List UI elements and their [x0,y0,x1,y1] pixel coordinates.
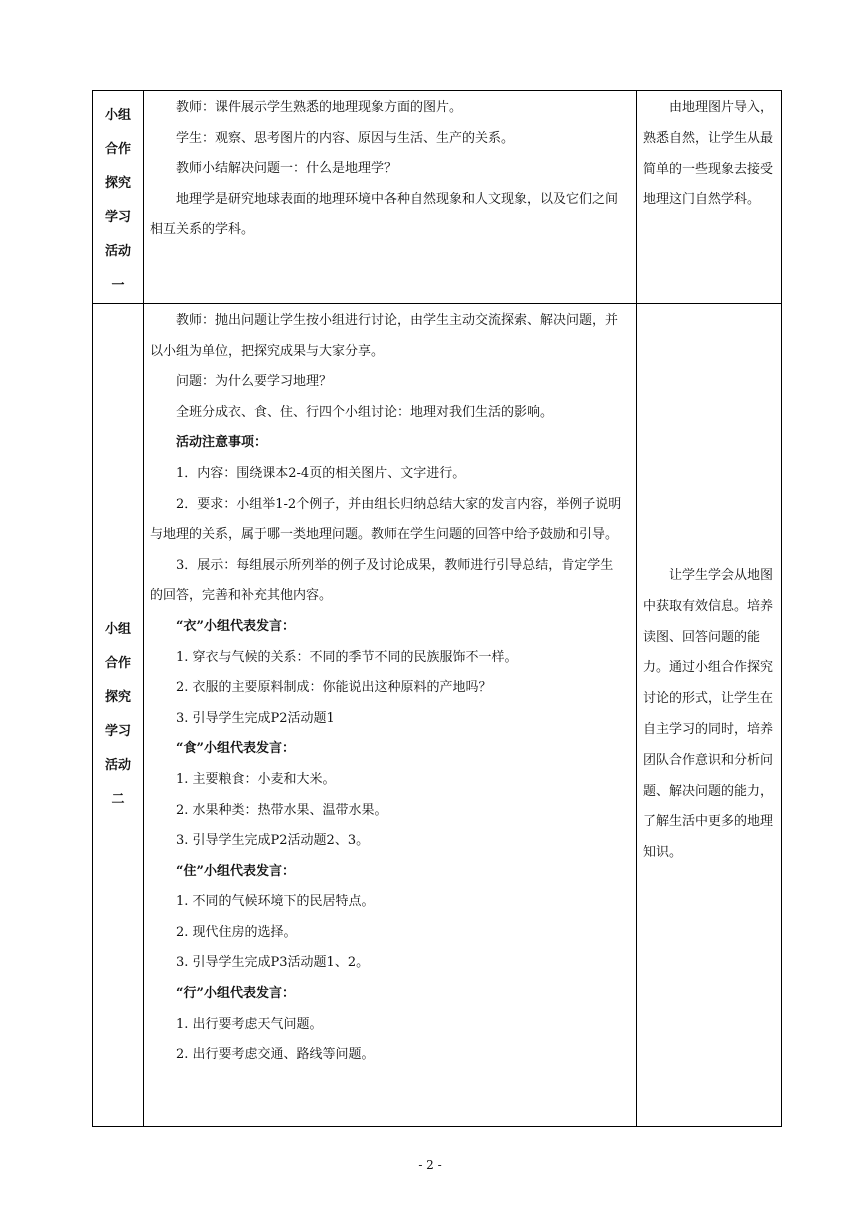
group-heading-clothing: “衣”小组代表发言： [176,618,295,634]
table-row-activity-1 [93,91,782,304]
activity-2-design-intent: 让学生学会从地图中获取有效信息。培养读图、回答问题的能力。通过小组合作探究讨论的形式，让学生在自主学习的同时，培养团队合作意识和分析问题、解决问题的能力，了解生活中更多的地理知识。 [637,304,782,1127]
activity-2-content [144,304,637,1127]
list-item: 3. 引导学生完成P2活动题1 [176,710,335,726]
group-heading-food: “食”小组代表发言： [176,741,295,757]
paragraph: 3．展示：每组展示所列举的例子及讨论成果，教师进行引导总结，肯定学生的回答，完善和补充其他内容。 [150,557,614,604]
paragraph: 2．要求：小组举1-2个例子，并由组长归纳总结大家的发言内容，举例子说明与地理的关系，属于哪一类地理问题。教师在学生问题的回答中给予鼓励和引导。 [150,496,622,543]
paragraph: 1．内容：围绕课本2-4页的相关图片、文字进行。 [176,465,466,481]
paragraph: 教师：课件展示学生熟悉的地理现象方面的图片。 [176,100,463,115]
group-heading-travel: “行”小组代表发言： [176,986,295,1002]
activity-1-content [144,91,637,304]
section-heading: 活动注意事项： [176,435,268,451]
list-item: 1. 主要粮食：小麦和大米。 [176,771,336,787]
list-item: 2. 衣服的主要原料制成：你能说出这种原料的产地吗？ [176,680,492,696]
table-row-activity-2 [93,304,782,1127]
group-heading-housing: “住”小组代表发言： [176,863,295,879]
paragraph: 教师小结解决问题一：什么是地理学？ [176,161,398,177]
list-item: 3. 引导学生完成P3活动题1、2。 [176,955,370,971]
paragraph: 教师：抛出问题让学生按小组进行讨论，由学生主动交流探索、解决问题，并以小组为单位，把探究成果与大家分享。 [150,313,619,359]
lesson-plan-table [92,90,782,1127]
list-item: 3. 引导学生完成P2活动题2、3。 [176,833,370,849]
activity-2-label: 小组 合作 探究 学习 活动 二 [93,304,144,1127]
list-item: 2. 水果种类：热带水果、温带水果。 [176,802,388,818]
activity-1-design-intent: 由地理图片导入，熟悉自然，让学生从最简单的一些现象去接受地理这门自然学科。 [637,91,782,304]
paragraph: 学生：观察、思考图片的内容、原因与生活、生产的关系。 [176,130,515,146]
paragraph: 问题：为什么要学习地理？ [176,374,333,390]
activity-1-label: 小组 合作 探究 学习 活动 一 [93,91,144,304]
paragraph: 地理学是研究地球表面的地理环境中各种自然现象和人文现象，以及它们之间相互关系的学科。 [150,191,619,238]
list-item: 1. 出行要考虑天气问题。 [176,1016,323,1032]
list-item: 2. 出行要考虑交通、路线等问题。 [176,1047,375,1063]
page-number: - 2 - [418,1158,442,1172]
list-item: 1. 穿衣与气候的关系：不同的季节不同的民族服饰不一样。 [176,649,518,665]
list-item: 2. 现代住房的选择。 [176,924,297,940]
paragraph: 全班分成衣、食、住、行四个小组讨论：地理对我们生活的影响。 [176,404,554,420]
list-item: 1. 不同的气候环境下的民居特点。 [176,894,375,910]
